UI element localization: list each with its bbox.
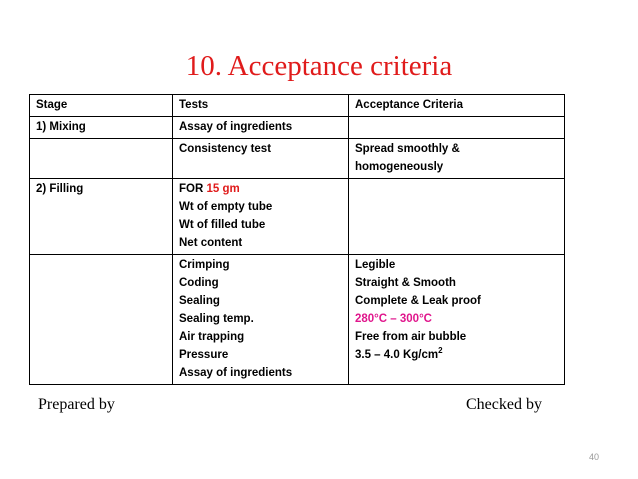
criteria-line: Free from air bubble — [355, 331, 467, 343]
pressure-unit-exponent: 2 — [438, 346, 443, 356]
stage-cell — [30, 139, 173, 179]
checked-by-label: Checked by — [466, 396, 542, 413]
criteria-cell — [349, 117, 565, 139]
criteria-line: Complete & Leak proof — [355, 295, 481, 307]
test-line: Crimping — [179, 259, 230, 271]
test-line: Wt of filled tube — [179, 219, 266, 231]
header-stage: Stage — [30, 95, 173, 117]
for-label: FOR — [179, 183, 207, 195]
header-acceptance-criteria: Acceptance Criteria — [349, 95, 565, 117]
test-line — [179, 180, 342, 198]
test-line: Sealing temp. — [179, 313, 254, 325]
test-line: Assay of ingredients — [179, 367, 293, 379]
table-row — [30, 179, 565, 255]
criteria-cell — [349, 179, 565, 255]
table-row — [30, 139, 565, 179]
table-row — [30, 255, 565, 385]
test-cell: Consistency test — [173, 139, 349, 179]
prepared-by-label: Prepared by — [38, 396, 115, 413]
sealing-temp-range: 280°C – 300°C — [355, 313, 432, 325]
test-line: Wt of empty tube — [179, 201, 273, 213]
criteria-cell — [349, 139, 565, 179]
criteria-line: homogeneously — [355, 161, 444, 173]
stage-cell: 1) Mixing — [30, 117, 173, 139]
header-tests: Tests — [173, 95, 349, 117]
test-line: Net content — [179, 237, 243, 249]
test-line: Pressure — [179, 349, 229, 361]
test-line: Sealing — [179, 295, 220, 307]
pressure-range — [355, 346, 558, 364]
criteria-line: Spread smoothly & — [355, 143, 460, 155]
table-header-row — [30, 95, 565, 117]
criteria-cell — [349, 255, 565, 385]
test-cell — [173, 179, 349, 255]
for-weight-value: 15 gm — [206, 183, 240, 195]
test-cell — [173, 255, 349, 385]
slide-title: 10. Acceptance criteria — [185, 50, 453, 82]
stage-cell — [30, 255, 173, 385]
page-number: 40 — [589, 452, 600, 462]
criteria-line: Legible — [355, 259, 396, 271]
pressure-value: 3.5 – 4.0 Kg/cm — [355, 349, 439, 361]
test-line: Coding — [179, 277, 219, 289]
stage-cell: 2) Filling — [30, 179, 173, 255]
table-row — [30, 117, 565, 139]
test-line: Air trapping — [179, 331, 245, 343]
acceptance-criteria-table — [29, 94, 565, 385]
test-cell: Assay of ingredients — [173, 117, 349, 139]
criteria-line: Straight & Smooth — [355, 277, 456, 289]
